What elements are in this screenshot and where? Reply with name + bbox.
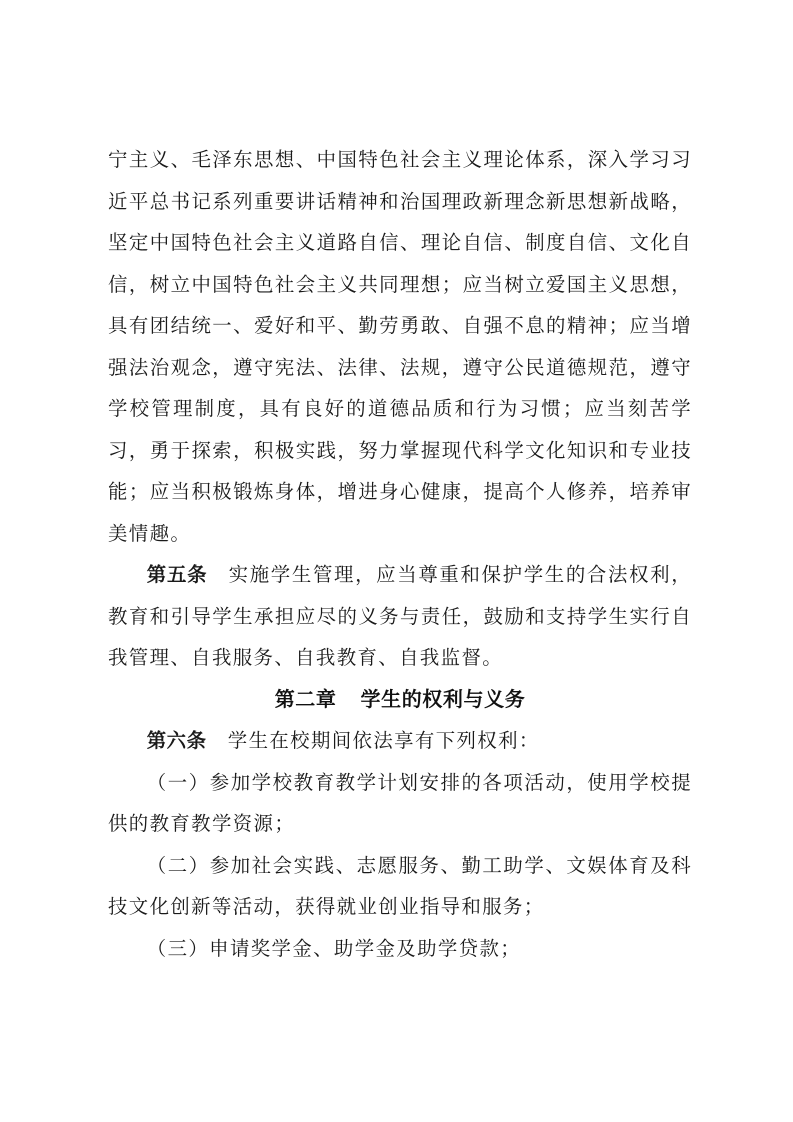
list-item [108, 845, 692, 928]
list-item-marker: （二） [146, 853, 210, 877]
list-item [108, 928, 692, 970]
article-6-label: 第六条 [146, 729, 207, 752]
list-item [108, 762, 692, 845]
article-6-paragraph [108, 720, 692, 762]
list-item-marker: （三） [146, 936, 210, 960]
chapter-number: 第二章 [274, 686, 337, 711]
article-5-label: 第五条 [146, 563, 208, 586]
article-5-text: 实施学生管理，应当尊重和保护学生的合法权利，教育和引导学生承担应尽的义务与责任，鼓励和支持学生实行自我管理、自我服务、自我教育、自我监督。 [108, 563, 692, 669]
article-5-paragraph [108, 554, 692, 679]
list-item-text: 申请奖学金、助学金及助学贷款； [209, 936, 522, 960]
article-6-text: 学生在校期间依法享有下列权利： [227, 729, 540, 752]
list-item-marker: （一） [146, 770, 210, 794]
chapter-title-text: 学生的权利与义务 [360, 686, 526, 711]
list-item-text: 参加社会实践、志愿服务、勤工助学、文娱体育及科技文化创新等活动，获得就业创业指导和服务； [108, 853, 693, 918]
paragraph-continuation: 宁主义、毛泽东思想、中国特色社会主义理论体系，深入学习习近平总书记系列重要讲话精神和治国理政新理念新思想新战略，坚定中国特色社会主义道路自信、理论自信、制度自信、文化自信，树立中国特色社会主义共同理想；应当树立爱国主义思想，具有团结统一、爱好和平、勤劳勇敢、自强不息的精神；应当增强法治观念，遵守宪法、法律、法规，遵守公民道德规范，遵守学校管理制度，具有良好的道德品质和行为习惯；应当刻苦学习，勇于探索，积极实践，努力掌握现代科学文化知识和专业技能；应当积极锻炼身体，增进身心健康，提高个人修养，培养审美情趣。 [108, 148, 692, 545]
list-item-text: 参加学校教育教学计划安排的各项活动，使用学校提供的教育教学资源； [108, 770, 693, 835]
chapter-heading [108, 679, 692, 721]
document-page [108, 139, 692, 969]
